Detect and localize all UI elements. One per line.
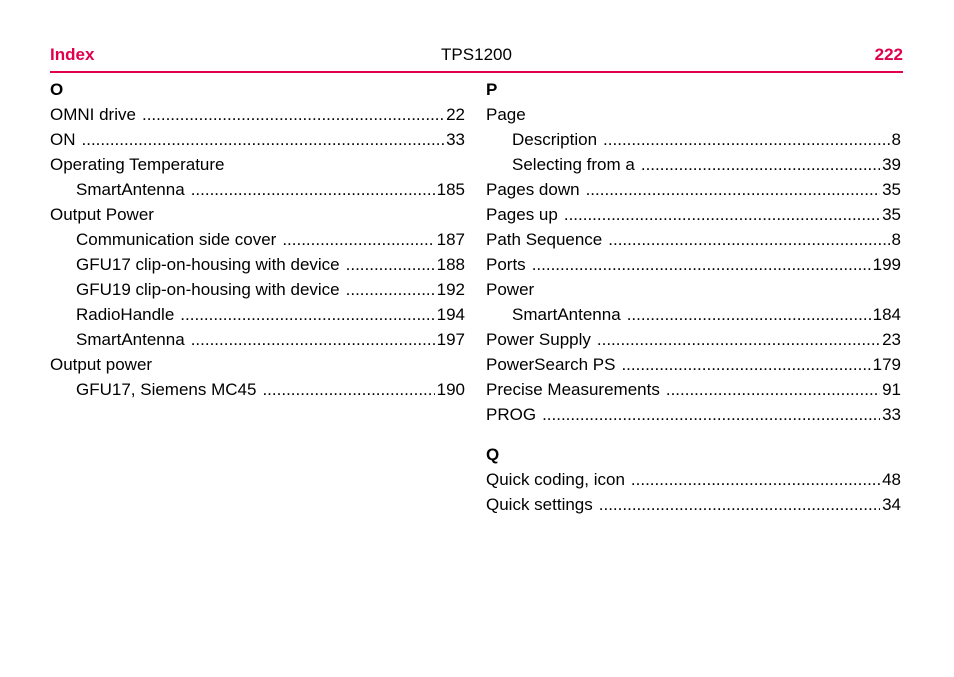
- dot-leader: [542, 402, 880, 427]
- index-term: GFU17 clip-on-housing with device: [76, 255, 340, 274]
- index-term: Communication side cover: [76, 230, 277, 249]
- product-name: TPS1200: [441, 45, 512, 64]
- index-term: Selecting from a: [512, 155, 635, 174]
- index-term: Pages up: [486, 205, 558, 224]
- index-group-heading: [50, 152, 465, 177]
- index-term: Path Sequence: [486, 230, 603, 249]
- index-entry[interactable]: [486, 202, 901, 227]
- index-page-reference[interactable]: 194: [436, 305, 465, 324]
- index-page-reference[interactable]: 188: [436, 255, 465, 274]
- index-column-left: [50, 77, 465, 402]
- index-page-reference[interactable]: 48: [882, 470, 901, 489]
- index-page-reference[interactable]: 185: [436, 180, 465, 199]
- index-term: SmartAntenna: [76, 180, 185, 199]
- index-entry[interactable]: [486, 402, 901, 427]
- index-term: Precise Measurements: [486, 380, 660, 399]
- index-entry[interactable]: [486, 177, 901, 202]
- index-term: Power Supply: [486, 330, 591, 349]
- index-page-reference[interactable]: 33: [882, 405, 901, 424]
- index-term: GFU17, Siemens MC45: [76, 380, 257, 399]
- index-page-reference[interactable]: 179: [872, 355, 901, 374]
- dot-leader: [191, 327, 435, 352]
- dot-leader: [180, 302, 434, 327]
- index-group-heading: [50, 202, 465, 227]
- index-term: Quick settings: [486, 495, 593, 514]
- index-entry[interactable]: [50, 277, 465, 302]
- index-page-reference[interactable]: 39: [882, 155, 901, 174]
- index-term: Power: [486, 280, 535, 299]
- index-entry[interactable]: [486, 127, 901, 152]
- index-group-heading: [50, 352, 465, 377]
- dot-leader: [597, 327, 880, 352]
- index-term: Pages down: [486, 180, 580, 199]
- dot-leader: [627, 302, 871, 327]
- index-entry[interactable]: [486, 227, 901, 252]
- index-page-reference[interactable]: 197: [436, 330, 465, 349]
- index-letter-heading: Q: [486, 445, 500, 464]
- index-term: Page: [486, 105, 526, 124]
- index-page-reference[interactable]: 8: [891, 130, 901, 149]
- index-page-reference[interactable]: 190: [436, 380, 465, 399]
- dot-leader: [599, 492, 880, 517]
- index-entry[interactable]: [50, 302, 465, 327]
- index-page-reference[interactable]: 8: [891, 230, 901, 249]
- index-entry[interactable]: [50, 227, 465, 252]
- index-term: SmartAntenna: [512, 305, 621, 324]
- index-term: GFU19 clip-on-housing with device: [76, 280, 340, 299]
- index-page-reference[interactable]: 22: [446, 105, 465, 124]
- index-page-reference[interactable]: 192: [436, 280, 465, 299]
- index-term: PowerSearch PS: [486, 355, 616, 374]
- index-term: PROG: [486, 405, 537, 424]
- header-divider: [50, 71, 903, 73]
- index-letter-heading: O: [50, 80, 64, 99]
- dot-leader: [82, 127, 445, 152]
- index-term: Output power: [50, 355, 153, 374]
- index-entry[interactable]: [50, 327, 465, 352]
- index-entry[interactable]: [486, 152, 901, 177]
- index-page-reference[interactable]: 35: [882, 205, 901, 224]
- index-term: ON: [50, 130, 76, 149]
- index-term: Operating Temperature: [50, 155, 225, 174]
- index-letter-heading: P: [486, 80, 498, 99]
- dot-leader: [262, 377, 434, 402]
- index-page-reference[interactable]: 184: [872, 305, 901, 324]
- index-entry[interactable]: [50, 127, 465, 152]
- index-entry[interactable]: [486, 377, 901, 402]
- index-page-reference[interactable]: 91: [882, 380, 901, 399]
- dot-leader: [666, 377, 880, 402]
- index-term: Ports: [486, 255, 526, 274]
- dot-leader: [532, 252, 871, 277]
- section-spacer: [486, 427, 901, 442]
- dot-leader: [564, 202, 880, 227]
- index-column-right: [486, 77, 901, 517]
- index-term: OMNI drive: [50, 105, 136, 124]
- index-page-reference[interactable]: 199: [872, 255, 901, 274]
- dot-leader: [603, 127, 889, 152]
- dot-leader: [586, 177, 881, 202]
- page-number: 222: [874, 45, 903, 64]
- dot-leader: [142, 102, 444, 127]
- index-group-heading: [486, 102, 901, 127]
- index-term: RadioHandle: [76, 305, 175, 324]
- index-term: SmartAntenna: [76, 330, 185, 349]
- index-page-reference[interactable]: 23: [882, 330, 901, 349]
- index-page-reference[interactable]: 187: [436, 230, 465, 249]
- index-entry[interactable]: [486, 352, 901, 377]
- dot-leader: [282, 227, 434, 252]
- dot-leader: [608, 227, 889, 252]
- dot-leader: [621, 352, 870, 377]
- index-entry[interactable]: [486, 467, 901, 492]
- section-title: Index: [50, 45, 95, 64]
- index-entry[interactable]: [486, 302, 901, 327]
- index-entry[interactable]: [50, 252, 465, 277]
- index-entry[interactable]: [486, 492, 901, 517]
- index-page-reference[interactable]: 34: [882, 495, 901, 514]
- index-page-reference[interactable]: 35: [882, 180, 901, 199]
- index-entry[interactable]: [50, 102, 465, 127]
- index-term: Description: [512, 130, 598, 149]
- index-entry[interactable]: [50, 377, 465, 402]
- index-page-reference[interactable]: 33: [446, 130, 465, 149]
- dot-leader: [346, 277, 435, 302]
- dot-leader: [631, 467, 880, 492]
- dot-leader: [641, 152, 880, 177]
- index-term: Output Power: [50, 205, 154, 224]
- index-group-heading: [486, 277, 901, 302]
- dot-leader: [346, 252, 435, 277]
- dot-leader: [191, 177, 435, 202]
- page-header: [50, 45, 903, 67]
- index-entry[interactable]: [486, 252, 901, 277]
- index-entry[interactable]: [486, 327, 901, 352]
- index-entry[interactable]: [50, 177, 465, 202]
- index-term: Quick coding, icon: [486, 470, 625, 489]
